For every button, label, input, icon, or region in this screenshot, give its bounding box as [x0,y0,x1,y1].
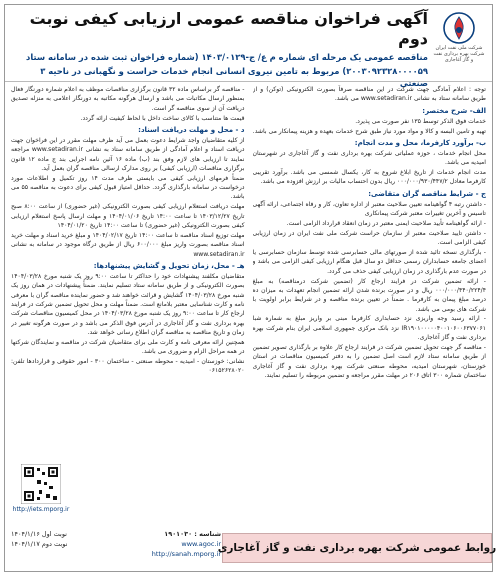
public-relations-banner [217,533,497,563]
paragraph: خدمات فوق الذکر توسط ۱۳۵ نفر صورت می پذیرد. [355,117,486,125]
paragraph: مهلت دریافت استعلام ارزیابی کیفی بصورت الکترونیکی (غیر حضوری) از ساعت ۸:۰۰ صبح تاریخ ۱۴۰۳/۱۲/۲۷ تا ساعت ۱۴:۰۰ تاریخ ۱۴۰۴/۰۱/۰۶ و مهلت ارسال پاسخ استعلام ارزیابی کیفی بصورت الکترونیکی (غیر حضوری) تا ساعت ۱۴:۰۰ تاریخ ۱۴۰۴/۰۱/۲۰ [11,203,245,229]
paragraph: - ارائه گواهینامه تأیید صلاحیت ایمنی معتبر در زمان انعقاد قرارداد الزامی است. [286,219,486,227]
section-heading: ج - شرایط مناقصه گران متقاضی: [368,189,486,198]
title-block [11,9,428,89]
paragraph: از کلیه متقاضیان واجد شرایط دعوت بعمل می آید ظرف مهلت مقرر در این فراخوان جهت دریافت اسناد و اعلام آمادگی از طریق سامانه ستاد به نشانی www.setadiran.ir مراجعه نمایند تا ارزیابی های لازم وفق بند (ب) ماده ۱۶ آئین نامه اجرایی بند ج ماده ۱۲ قانون برگزاری مناقصات (ارزیابی کیفی) بر روی مدارک ارسالی مناقصه گران بعمل آید. [11,136,245,172]
paragraph: نشانی: خوزستان - امیدیه - محوطه صنعتی - ساختمان ۳۰۰ - امور حقوقی و قراردادها تلفن: ۰۶۱۵۲۶۲۸۰۲۰ [11,357,245,375]
paragraph: - مناقصه گر براساس ماده ۳۲ قانون برگزاری مناقصات موظف به اعلام شماره دورنگار فعال بمنظور ارسال مکاتبات می باشد و ارسال هرگونه مکاتبه به دورنگار اعلامی به منزله تصدیق دریافت آن از سوی مناقصه گر است. [11,86,245,112]
public-relations-text: روابط عمومی شرکت بهره برداری نفت و گاز آغاجاری [217,542,497,554]
qr-code-icon [21,464,61,504]
notice-subtitle-1: مناقصه عمومی یک مرحله ای شماره م ع/ ج-۱۴۰۳/۰۱۲۹ (شماره فراخوان ثبت شده در سامانه ستاد [26,52,428,62]
paragraph: - ارائه رسید وجه واریزی نزد حسابداری کارفرما مبنی بر واریز مبلغ به شماره شبا IR۱۹۰۱۰۰۰۰۰۴۰۰۱۰۶۰۰۶۳۷۷۰۶۱ نزد بانک مرکزی جمهوری اسلامی ایران بنام شرکت بهره برداری نفت و گاز آغاجاری. [252,315,486,342]
paragraph: تهیه و تامین البسه و کالا و مواد مورد نیاز طبق شرح خدمات بعهده و هزینه پیمانکار می باشد. [252,127,486,135]
paragraph: - ارائه تضمین شرکت در فرایند ارجاع کار (تضمین شرکت درمناقصه) به مبلغ ۰۰۰/۰۰۰/۴۴۰/۲۲۴/۴ ریال و در صورت برنده شدن ارائه تضمین انجام تعهدات به میزان ده درصد مبلغ پیمان به کارفرما . ضمناً در تعیین برنده مناقصه و در شرایط برابر اولویت با شرکت های بومی می باشد. [252,277,486,313]
paragraph: مدت انجام خدمات از تاریخ ابلاغ شروع به کار، یکسال شمسی می باشد. برآورد تقریبی کارفرما معادل ۰۰۰/۰۰۰/۹۳۰/۴۴۷/۲ ریال بدون احتساب مالیات بر ارزش افزوده می باشد. [252,169,486,186]
paragraph: - مناقصه گر جهت تحویل تضمین شرکت در فرایند ارجاع کار علاوه بر بارگذاری تصویر تضمین از طریق سامانه ستاد لازم است اصل تضمین را به دفتر کمیسیون مناقصات در استان خوزستان، شهرستان امیدیه، محوطه صنعتی شرکت بهره برداری نفت و گاز آغاجاری ساختمان شماره ۳۰۰ اتاق ۲۰۶ در مهلت مقرر مراجعه و تضمین مربوطه را تسلیم نمایند. [252,343,486,379]
right-column [253,85,487,525]
notice-subtitle-2: ۲۰۰۳۰۹۲۳۲۸۰۰۰۰۵۹) مربوط به تامین نیروی انسانی انجام خدمات حراست و نگهبانی در ناحیه ۳ صنعتی [40,66,428,88]
section-heading: د - محل و مهلت دریافت اسناد: [138,125,245,134]
first-publication-date: نوبت اول ۱۴۰۴/۱/۱۶ [11,530,67,538]
sanah-link[interactable]: http://sanah.mporg.ir [151,550,221,558]
logo-caption-1: شرکت ملی نفت ایران [435,45,483,51]
paragraph: همچنین ارائه معرفی نامه و کارت ملی برای متقاضیان شرکت در مناقصه و نمایندگان شرکتها در همه مراحل الزام و ضروری می باشد. [11,338,245,356]
footer [5,527,497,571]
second-publication-date: نوبت دوم ۱۴۰۴/۱/۱۷ [11,540,68,548]
publication-info [11,529,221,559]
notice-title: آگهی فراخوان مناقصه عمومی ارزیابی کیفی نوبت دوم [29,9,428,48]
paragraph: - داشتن رتبه ۴ گواهینامه تعیین صلاحیت معتبر از اداره تعاون، کار و رفاه اجتماعی، ارائه آگهی تاسیس و آخرین تغییرات معتبر شرکت پیمانکاری [252,200,486,218]
iets-url[interactable]: http://iets.mporg.ir [12,506,70,513]
header [5,5,492,88]
website-link[interactable]: www.agoc.ir [181,540,221,548]
nioc-emblem-icon [442,11,476,45]
tender-notice [4,4,497,572]
qr-block [11,464,71,513]
paragraph: محل انجام خدمات ، حوزه عملیاتی شرکت بهره برداری نفت و گاز آغاجاری در شهرستان امیدیه می باشد. [252,149,486,167]
paragraph: توجه : اعلام آمادگی جهت شرکت در این مناقصه صرفاً بصورت الکترونیکی (توکن) و از طریق سامانه ستاد به نشانی www.setadiran.ir می باشد. [252,86,486,103]
section-heading: ب- برآورد کارفرما، محل و مدت انجام: [354,138,486,147]
body-columns [11,85,486,525]
company-logo [432,11,486,63]
paragraph: متقاضیان مکلفند پیشنهادات خود را حداکثر تا ساعت ۹:۰۰ روز یک شنبه مورخ ۱۴۰۴/۰۳/۲۸ بصورت الکترونیکی و از طریق سامانه ستاد تسلیم نمایند. ضمناً پیشنهادات در همان روز یک شنبه مورخ ۱۴۰۴/۰۳/۲۸ گشایش و قرائت خواهند شد و حضور نماینده مناقصه گران با معرفی نامه و کارت شناسایی معتبر بلامانع است. ضمناً مهلت و محل تحویل تضمین شرکت در فرایند ارجاع کار تا ساعت ۹:۰۰ روز یک شنبه مورخ ۱۴۰۴/۰۳/۲۸ در محل کمیسیون مناقصات شرکت بهره برداری نفت و گاز آغاجاری در آدرس فوق الذکر می باشد و در صورت هرگونه تغییر در زمان و تاریخ مناقصه به مناقصه گران اطلاع رسانی خواهد شد. [11,272,245,336]
section-heading: الف- شرح مختصر: [422,106,486,115]
paragraph: - بارگذاری نسخه تائید شده از صورتهای مالی حسابرسی شده توسط سازمان حسابرسی یا اعضای جامعه حسابداران رسمی حداقل دو سال قبل هنگام ارزیابی کیفی الزامی می باشد و در صورت عدم بارگذاری در زمان ارزیابی کیفی حذف می گردد. [252,248,486,275]
shenase-code: شناسه : ۱۹۰۱۰۳۰ [164,530,221,538]
paragraph: مهلت توزیع اسناد مناقصه تا ساعت ۱۴:۰۰ تاریخ ۱۴۰۴/۰۲/۱۷ و مبلغ خرید اسناد و مهلت خرید اسناد مناقصه بصورت واریز مبلغ ۶۰۰/۰۰۰ ریال از طریق درگاه موجود در سامانه به نشانی www.setadiran.ir [11,231,245,258]
logo-caption-2: شرکت بهره برداری نفت و گاز آغاجاری [433,51,485,63]
paragraph: قیمت ها متناسب با کالای ساخت داخل با لحاظ کیفیت ارائه گردد. [80,114,245,122]
left-column [11,85,245,525]
paragraph: - داشتن تایید صلاحیت معتبر از سازمان حراست شرکت ملی نفت ایران در زمان ارزیابی کیفی الزامی است. [252,229,486,247]
section-heading: هـ - محل، زمان تحویل و گشایش پیشنهادها: [93,261,245,270]
paragraph: ضمناً فرمهای ارزیابی کیفی می بایستی ظرف مدت ۱۴ روز تکمیل و اطلاعات مورد درخواست در سامانه بارگذاری گردد. حداقل امتیاز قبول کیفی برای دعوت به مناقصه ۵۵ می باشد. [11,174,245,201]
